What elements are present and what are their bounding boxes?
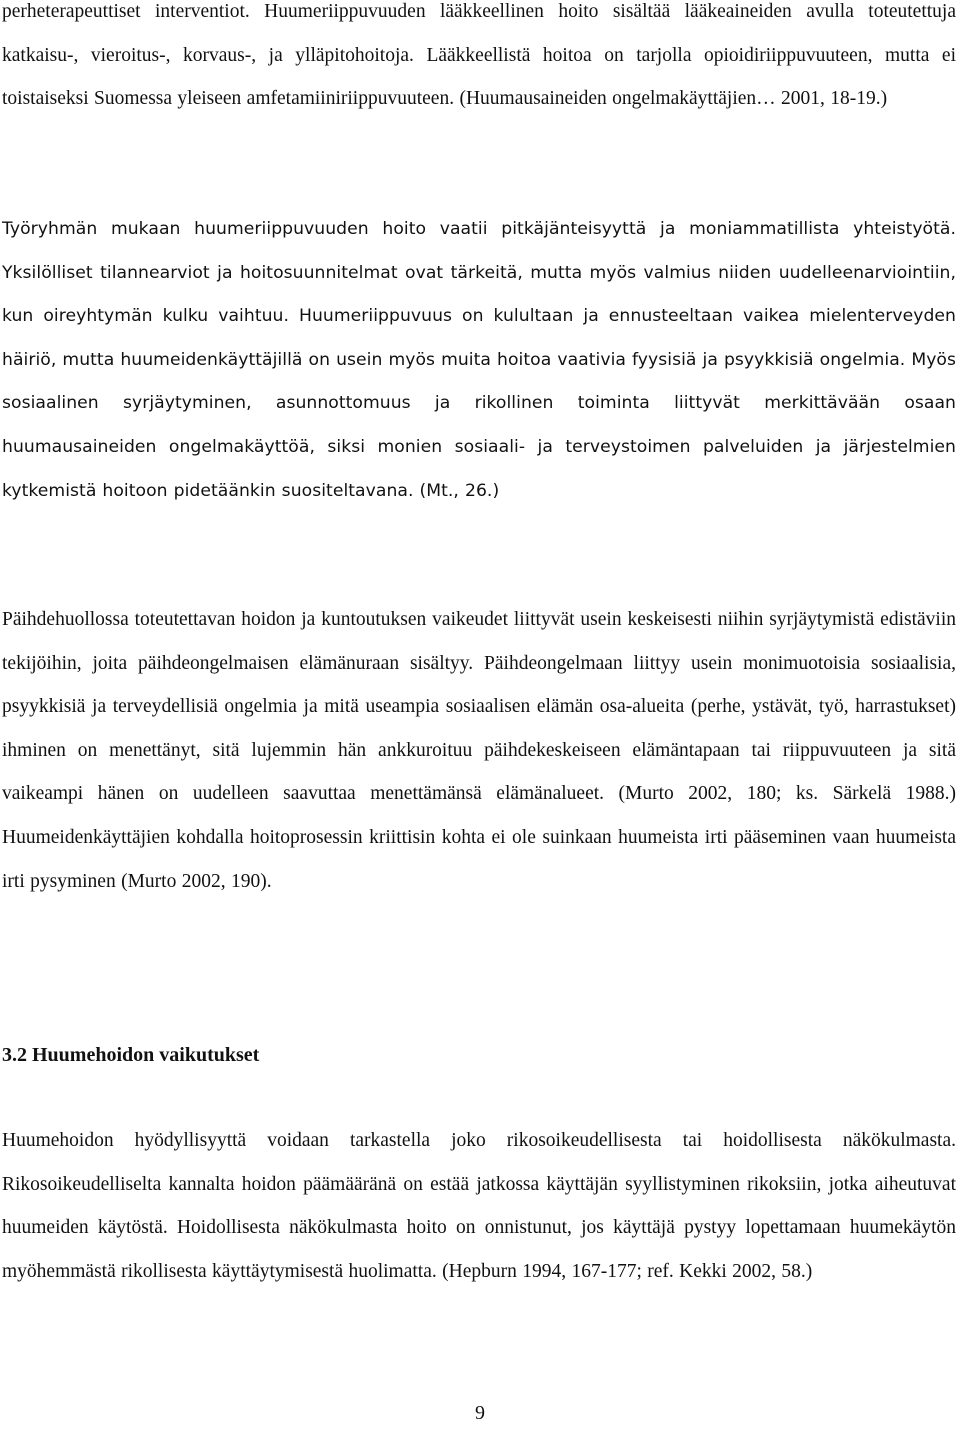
body-paragraph-3: Päihdehuollossa toteutettavan hoidon ja kuntoutuksen vaikeudet liittyvät usein keskeisesti niihin syrjäytymistä edistäviin tekijöihin, joita päihdeongelmaisen elämänuraan sisältyy. Päihdeongelmaan liittyy usein monimuotoisia sosiaalisia, psyykkisiä ja terveydellisiä ongelmia ja mitä useampia sosiaalisen elämän osa-alueita (perhe, ystävät, työ, harrastukset) ihminen on menettänyt, sitä lujemmin hän ankkuroituu päihdekeskeiseen elämäntapaan tai riippuvuuteen ja sitä vaikeampi hänen on uudelleen saavuttaa menettämänsä elämänalueet. (Murto 2002, 180; ks. Särkelä 1988.) Huumeidenkäyttäjien kohdalla hoitoprosessin kriittisin kohta ei ole suinkaan huumeista irti pääseminen vaan huumeista irti pysyminen (Murto 2002, 190). xyxy=(2,609,956,892)
body-paragraph-1: perheterapeuttiset interventiot. Huumeriippuvuuden lääkkeellinen hoito sisältää lääkeaineiden avulla toteutettuja katkaisu-, vieroitus-, korvaus-, ja ylläpitohoitoja. Lääkkeellistä hoitoa on tarjolla opioidiriippuvuuteen, mutta ei toistaiseksi Suomessa yleiseen amfetamiiniriippuvuuteen. (Huumausaineiden ongelmakäyttäjien… 2001, 18-19.) xyxy=(2,1,956,110)
section-heading: 3.2 Huumehoidon vaikutukset xyxy=(2,1044,260,1066)
body-paragraph-2: Työryhmän mukaan huumeriippuvuuden hoito vaatii pitkäjänteisyyttä ja moniammatillista yhteistyötä. Yksilölliset tilannearviot ja hoitosuunnitelmat ovat tärkeitä, mutta myös valmius niiden uudelleenarviointiin, kun oireyhtymän kulku vaihtuu. Huumeriippuvuus on kulultaan ja ennusteeltaan vaikea mielenterveyden häiriö, mutta huumeidenkäyttäjillä on usein myös muita hoitoa vaativia fyysisiä ja psyykkisiä ongelmia. Myös sosiaalinen syrjäytyminen, asunnottomuus ja rikollinen toiminta liittyvät merkittävään osaan huumausaineiden ongelmakäyttöä, siksi monien sosiaali- ja terveystoimen palveluiden ja järjestelmien kytkemistä hoitoon pidetäänkin suositeltavana. (Mt., 26.) xyxy=(2,219,956,501)
page-number: 9 xyxy=(475,1402,485,1424)
body-paragraph-4: Huumehoidon hyödyllisyyttä voidaan tarkastella joko rikosoikeudellisesta tai hoidollisesta näkökulmasta. Rikosoikeudelliselta kannalta hoidon päämääränä on estää jatkossa käyttäjän syyllistyminen rikoksiin, jotka aiheutuvat huumeiden käytöstä. Hoidollisesta näkökulmasta hoito on onnistunut, jos käyttäjä pystyy lopettamaan huumekäytön myöhemmästä rikollisesta käyttäytymisestä huolimatta. (Hepburn 1994, 167-177; ref. Kekki 2002, 58.) xyxy=(2,1130,956,1282)
